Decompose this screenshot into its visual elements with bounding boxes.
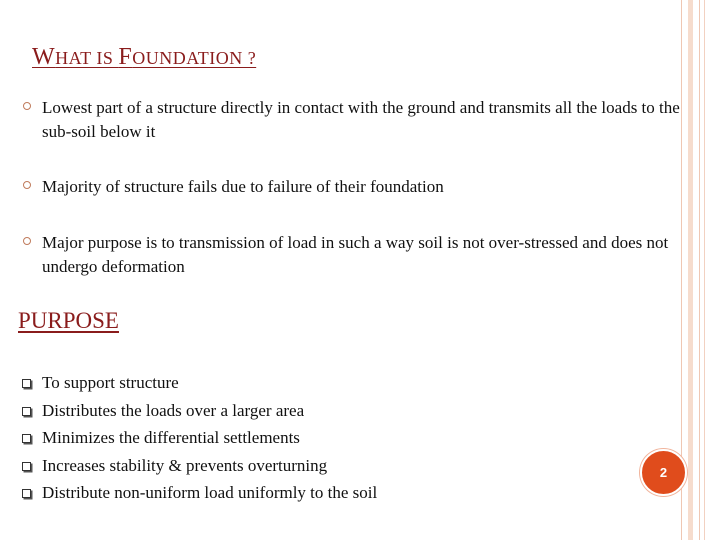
square-bullet-icon bbox=[22, 434, 31, 443]
square-bullet-icon bbox=[22, 379, 31, 388]
square-bullet-icon bbox=[22, 407, 31, 416]
list-item-text: Minimizes the differential settlements bbox=[42, 428, 300, 448]
list-item bbox=[22, 427, 582, 455]
purpose-list bbox=[22, 372, 582, 510]
list-item-text: Distribute non-uniform load uniformly to the soil bbox=[42, 483, 378, 503]
list-item bbox=[22, 455, 582, 483]
square-bullet-icon bbox=[22, 462, 31, 471]
purpose-heading: PURPOSE bbox=[18, 308, 119, 333]
bullet-text: Major purpose is to transmission of load in such a way soil is not over-stressed and does not undergo deformation bbox=[42, 233, 669, 276]
circle-bullet-icon bbox=[23, 102, 31, 110]
title-initial-w: W bbox=[32, 44, 56, 70]
decorative-line bbox=[688, 0, 693, 540]
title-what-is: HAT IS bbox=[55, 48, 119, 68]
list-item bbox=[22, 482, 582, 510]
page-number: 2 bbox=[659, 465, 668, 480]
list-item-text: Increases stability & prevents overturning bbox=[42, 455, 328, 475]
page-number-badge bbox=[640, 449, 687, 496]
bullet-text: Majority of structure fails due to failure of their foundation bbox=[42, 177, 444, 196]
circle-bullet-icon bbox=[23, 181, 31, 189]
list-item-text: To support structure bbox=[42, 373, 179, 392]
list-item bbox=[22, 372, 582, 400]
slide-title bbox=[32, 44, 256, 71]
list-item bbox=[22, 400, 582, 428]
square-bullet-icon bbox=[22, 489, 31, 498]
title-initial-f: F bbox=[118, 44, 133, 70]
circle-bullet-icon bbox=[23, 237, 31, 245]
list-item-text: Distributes the loads over a larger area bbox=[42, 400, 305, 420]
bullet-text: Lowest part of a structure directly in contact with the ground and transmits all the loads to the sub-soil below it bbox=[42, 98, 680, 141]
decorative-line bbox=[699, 0, 700, 540]
title-oundation: OUNDATION ? bbox=[132, 48, 257, 68]
decorative-line bbox=[704, 0, 705, 540]
